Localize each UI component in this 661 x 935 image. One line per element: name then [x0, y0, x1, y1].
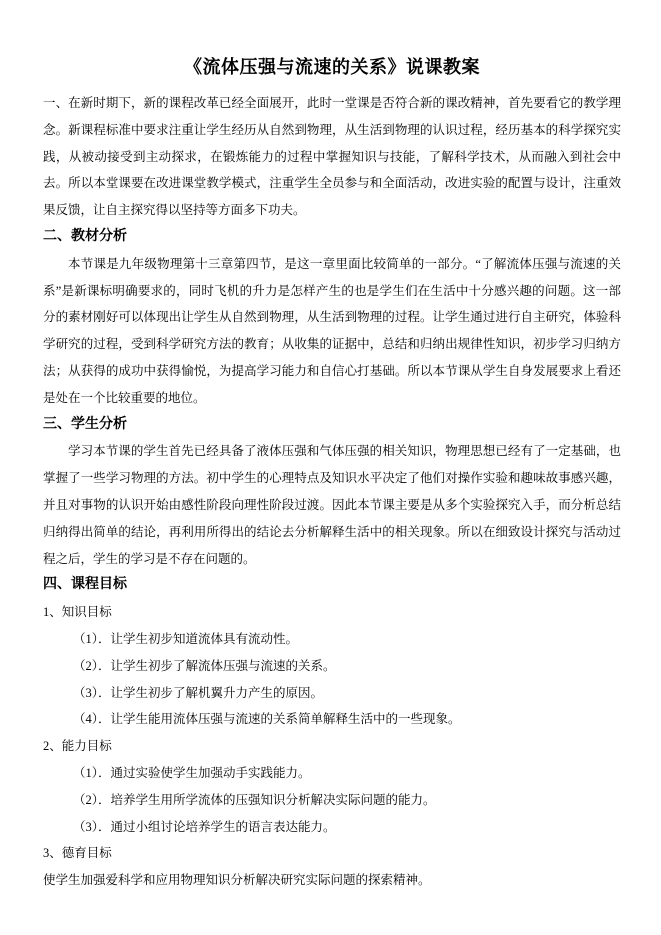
- list-item-knowledge-1: （1）．让学生初步知道流体具有流动性。: [73, 631, 299, 646]
- section-heading-student-analysis: 三、学生分析: [43, 416, 127, 432]
- doc-title: 《流体压强与流速的关系》说课教案: [184, 57, 480, 77]
- list-item-knowledge-3: （3）．让学生初步了解机翼升力产生的原因。: [73, 685, 324, 700]
- subheading-ability-goals: 2、能力目标: [43, 739, 112, 754]
- subheading-moral-goals: 3、德育目标: [43, 846, 112, 861]
- paragraph-textbook-analysis: 本节课是九年级物理第十三章第四节，是这一章里面比较简单的一部分。“了解流体压强与流速的关系”是新课标明确要求的，同时飞机的升力是怎样产生的也是学生们在生活中十分感兴趣的问题。这一部分的素材刚好可以体现出让学生从自然到物理，从生活到物理的过程。让学生通过进行自主研究，体验科学研究的过程，受到科学研究方法的教育；从收集的证据中，总结和归纳出规律性知识，初步学习归纳方法；从获得的成功中获得愉悦，为提高学习能力和自信心打基础。所以本节课从学生自身发展要求上看还是处在一个比较重要的地位。: [43, 256, 621, 405]
- section-heading-course-goals: 四、课程目标: [43, 577, 127, 593]
- subheading-knowledge-goals: 1、知识目标: [43, 605, 112, 620]
- paragraph-intro: 一、在新时期下，新的课程改革已经全面展开，此时一堂课是否符合新的课改精神，首先要看它的教学理念。新课程标准中要求注重让学生经历从自然到物理，从生活到物理的认识过程，经历基本的科学探究实践，从被动接受到主动探求，在锻炼能力的过程中掌握知识与技能，了解科学技术，从而融入到社会中去。所以本堂课要在改进课堂教学模式，注重学生全员参与和全面活动，改进实验的配置与设计，注重效果反馈，让自主探究得以坚持等方面多下功夫。: [43, 96, 621, 218]
- paragraph-student-analysis: 学习本节课的学生首先已经具备了液体压强和气体压强的相关知识，物理思想已经有了一定基础，也掌握了一些学习物理的方法。初中学生的心理特点及知识水平决定了他们对操作实验和趣味故事感兴趣，并且对事物的认识开始由感性阶段向理性阶段过渡。因此本节课主要是从多个实验探究入手，而分析总结归纳得出简单的结论，再利用所得出的结论去分析解释生活中的相关现象。所以在细致设计探究与活动过程之后，学生的学习是不存在问题的。: [43, 444, 621, 566]
- list-item-ability-1: （1）．通过实验使学生加强动手实践能力。: [73, 765, 311, 780]
- list-item-knowledge-2: （2）．让学生初步了解流体压强与流速的关系。: [73, 658, 336, 673]
- list-item-ability-2: （2）．培养学生用所学流体的压强知识分析解决实际问题的能力。: [73, 792, 436, 807]
- section-heading-textbook-analysis: 二、教材分析: [43, 228, 127, 244]
- list-item-knowledge-4: （4）．让学生能用流体压强与流速的关系简单解释生活中的一些现象。: [73, 712, 461, 727]
- list-item-ability-3: （3）．通过小组讨论培养学生的语言表达能力。: [73, 819, 336, 834]
- paragraph-moral-goals: 使学生加强爱科学和应用物理知识分析解决研究实际问题的探索精神。: [43, 873, 431, 888]
